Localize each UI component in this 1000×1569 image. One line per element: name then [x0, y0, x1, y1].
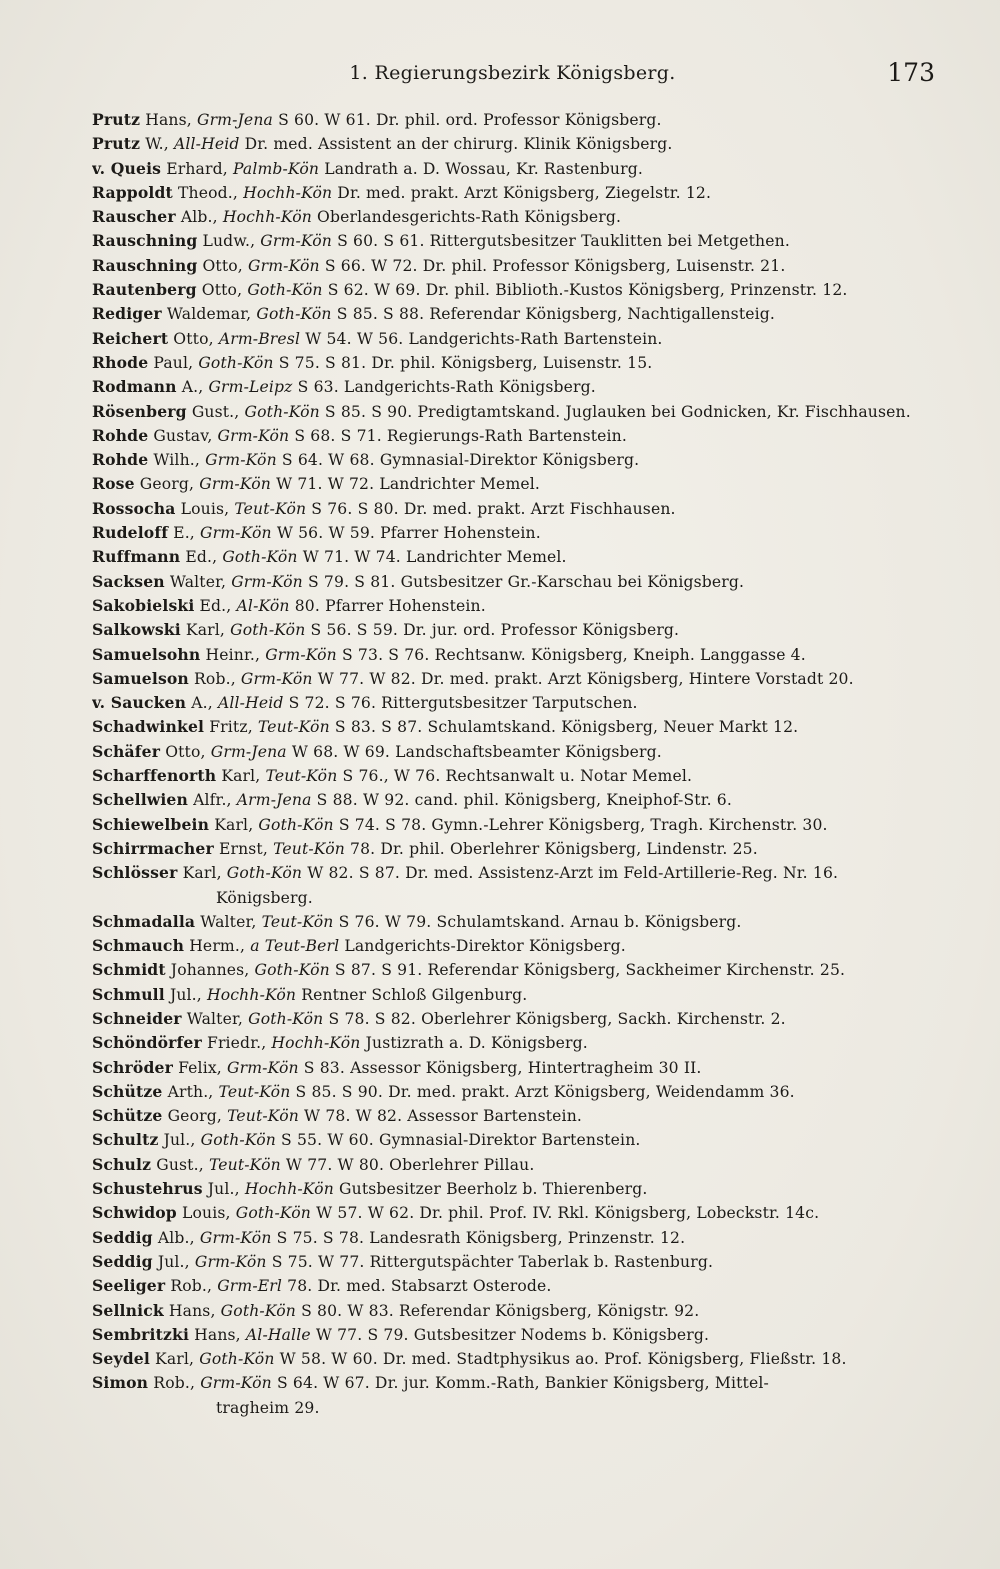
- entry-given-name: Ed.,: [199, 596, 232, 615]
- entry-origin: Grm-Erl: [217, 1277, 283, 1296]
- entry-origin: Teut-Kön: [227, 1107, 299, 1126]
- entry-details: Gutsbesitzer Beerholz b. Thierenberg.: [339, 1180, 648, 1199]
- entry-given-name: Gust.,: [156, 1155, 204, 1174]
- entry-surname: Schlösser: [92, 863, 178, 883]
- register-entry: [92, 764, 942, 788]
- entry-origin: All-Heid: [217, 694, 284, 713]
- register-entry: [92, 108, 942, 132]
- entry-surname: Schäfer: [92, 741, 161, 761]
- entry-details: S 55. W 60. Gymnasial-Direktor Bartenstein.: [281, 1131, 641, 1150]
- entry-given-name: Karl,: [214, 815, 254, 834]
- entry-given-name: Karl,: [185, 621, 225, 640]
- entry-details: 78. Dr. med. Stabsarzt Osterode.: [287, 1277, 552, 1296]
- entry-given-name: Wilh.,: [153, 451, 200, 470]
- entry-origin: Grm-Kön: [240, 669, 313, 688]
- register-entry: [92, 254, 942, 278]
- entry-details: S 76. W 79. Schulamtskand. Arnau b. Königsberg.: [338, 912, 742, 931]
- entry-details: W 77. W 80. Oberlehrer Pillau.: [285, 1155, 535, 1174]
- entry-surname: Schmull: [92, 984, 165, 1004]
- entry-origin: Grm-Kön: [265, 645, 337, 664]
- entry-details: S 83. Assessor Königsberg, Hintertragheim 30 II.: [303, 1058, 702, 1077]
- entry-origin: Teut-Kön: [257, 718, 330, 737]
- entry-details: S 74. S 78. Gymn.-Lehrer Königsberg, Tragh. Kirchenstr. 30.: [338, 815, 828, 834]
- entry-origin: Grm-Leipz: [208, 378, 293, 397]
- entry-given-name: Fritz,: [209, 718, 253, 737]
- entry-surname: v. Queis: [92, 158, 162, 178]
- entry-origin: Grm-Kön: [200, 1374, 272, 1393]
- entry-surname: Reichert: [92, 328, 169, 348]
- entry-details: W 77. W 82. Dr. med. prakt. Arzt Königsberg, Hintere Vorstadt 20.: [317, 669, 854, 688]
- entry-details: W 54. W 56. Landgerichts-Rath Bartenstein.: [305, 329, 663, 348]
- entry-details: W 78. W 82. Assessor Bartenstein.: [304, 1107, 582, 1126]
- entry-origin: Grm-Kön: [205, 451, 277, 470]
- entry-origin: Goth-Kön: [226, 864, 303, 883]
- entry-origin: Teut-Kön: [261, 912, 334, 931]
- entry-origin: Grm-Kön: [248, 256, 320, 275]
- entry-details: W 77. S 79. Gutsbesitzer Nodems b. Königsberg.: [315, 1325, 710, 1344]
- entry-surname: Rauschning: [92, 231, 198, 251]
- register-entry: [92, 327, 942, 351]
- entry-surname: Ruffmann: [92, 547, 181, 567]
- entry-surname: Sacksen: [92, 571, 165, 591]
- entry-origin: Al-Kön: [236, 596, 290, 615]
- entry-given-name: Karl,: [155, 1350, 195, 1369]
- entry-given-name: Walter,: [200, 912, 257, 931]
- entry-given-name: A.,: [181, 378, 204, 397]
- register-entry: [92, 861, 942, 885]
- entry-details: S 60. W 61. Dr. phil. ord. Professor Königsberg.: [278, 111, 662, 129]
- entry-origin: Goth-Kön: [256, 305, 332, 324]
- entry-details: W 82. S 87. Dr. med. Assistenz-Arzt im Feld-Artillerie-Reg. Nr. 16.: [307, 864, 839, 883]
- entry-details: S 66. W 72. Dr. phil. Professor Königsberg, Luisenstr. 21.: [324, 256, 786, 275]
- register-entry: [92, 1371, 942, 1395]
- register-entry: [92, 691, 942, 715]
- register-entry: [92, 1153, 942, 1177]
- register-entry: [92, 1226, 942, 1250]
- register-entry: [92, 1177, 942, 1201]
- entry-origin: Grm-Kön: [231, 572, 303, 591]
- entry-surname: Rauschning: [92, 255, 198, 275]
- entry-given-name: Gustav,: [153, 426, 213, 445]
- entry-given-name: W.,: [145, 135, 169, 154]
- entry-details: 80. Pfarrer Hohenstein.: [294, 596, 486, 615]
- entry-origin: Goth-Kön: [248, 1009, 324, 1028]
- register-entry: [92, 1323, 942, 1347]
- entry-given-name: Erhard,: [166, 159, 228, 178]
- entry-origin: Grm-Jena: [196, 111, 273, 129]
- entry-surname: Schwidop: [92, 1203, 177, 1223]
- entry-given-name: Jul.,: [207, 1180, 240, 1199]
- entry-surname: Seeliger: [92, 1276, 166, 1296]
- register-entry: [92, 497, 942, 521]
- entry-origin: Goth-Kön: [254, 961, 330, 980]
- register-entry: [92, 594, 942, 618]
- entry-surname: Seddig: [92, 1251, 153, 1271]
- entry-details: S 64. W 67. Dr. jur. Komm.-Rath, Bankier Königsberg, Mittel-: [276, 1374, 769, 1393]
- register-entry: [92, 910, 942, 934]
- entry-surname: Rudeloff: [92, 523, 169, 543]
- register-entry: [92, 1347, 942, 1371]
- entry-details: S 63. Landgerichts-Rath Königsberg.: [297, 378, 596, 397]
- entry-given-name: Walter,: [186, 1009, 243, 1028]
- entry-origin: Teut-Kön: [273, 839, 345, 858]
- entry-surname: Schustehrus: [92, 1179, 203, 1199]
- entry-given-name: Ed.,: [185, 548, 218, 567]
- entry-surname: Rossocha: [92, 498, 176, 518]
- register-entry: [92, 570, 942, 594]
- entry-origin: Goth-Kön: [200, 1131, 276, 1150]
- entry-details: S 80. W 83. Referendar Königsberg, Königstr. 92.: [301, 1301, 700, 1320]
- entry-surname: Rohde: [92, 425, 149, 445]
- entry-details: S 75. S 78. Landesrath Königsberg, Prinzenstr. 12.: [276, 1228, 686, 1247]
- entry-origin: a Teut-Berl: [250, 937, 340, 956]
- entry-origin: Grm-Kön: [217, 426, 290, 445]
- register-entry: [92, 181, 942, 205]
- entry-origin: Teut-Kön: [265, 767, 338, 786]
- entry-details: Dr. med. Assistent an der chirurg. Klinik Königsberg.: [244, 135, 673, 154]
- register-entry: [92, 472, 942, 496]
- entry-details: W 58. W 60. Dr. med. Stadtphysikus ao. Prof. Königsberg, Fließstr. 18.: [279, 1350, 847, 1369]
- entry-details: W 68. W 69. Landschaftsbeamter Königsberg.: [291, 742, 662, 761]
- entry-surname: Seddig: [92, 1227, 153, 1247]
- entry-given-name: A.,: [191, 694, 213, 713]
- entry-details: S 75. W 77. Rittergutspächter Taberlak b. Rastenburg.: [271, 1252, 714, 1271]
- entry-details: S 78. S 82. Oberlehrer Königsberg, Sackh. Kirchenstr. 2.: [328, 1009, 786, 1028]
- entry-surname: Samuelsohn: [92, 644, 201, 664]
- entry-details: W 71. W 74. Landrichter Memel.: [302, 548, 567, 567]
- entry-surname: Rappoldt: [92, 182, 173, 202]
- register-entry: [92, 424, 942, 448]
- entry-given-name: Gust.,: [191, 402, 240, 421]
- entry-given-name: Herm.,: [189, 937, 246, 956]
- register-entries: [92, 108, 942, 1420]
- entry-given-name: Louis,: [181, 1204, 231, 1223]
- entry-details: S 85. S 88. Referendar Königsberg, Nachtigallensteig.: [336, 305, 775, 324]
- entry-details: S 64. W 68. Gymnasial-Direktor Königsberg.: [281, 451, 640, 470]
- entry-surname: Schütze: [92, 1081, 163, 1101]
- entry-given-name: Waldemar,: [166, 305, 252, 324]
- entry-surname: Scharffenorth: [92, 766, 217, 786]
- entry-given-name: Karl,: [221, 767, 261, 786]
- entry-given-name: Johannes,: [170, 961, 250, 980]
- register-entry: [92, 1104, 942, 1128]
- entry-origin: Grm-Kön: [260, 232, 332, 251]
- page-number: 173: [887, 58, 935, 87]
- entry-origin: Grm-Kön: [199, 475, 271, 494]
- entry-details: S 76. S 80. Dr. med. prakt. Arzt Fischhausen.: [311, 499, 676, 518]
- entry-given-name: Alfr.,: [193, 791, 232, 810]
- entry-details: S 85. S 90. Predigtamtskand. Juglauken bei Godnicken, Kr. Fischhausen.: [324, 402, 911, 421]
- entry-origin: Hochh-Kön: [243, 183, 333, 202]
- register-entry: [92, 448, 942, 472]
- entry-origin: Teut-Kön: [218, 1082, 291, 1101]
- entry-given-name: Heinr.,: [205, 645, 261, 664]
- register-entry: [92, 667, 942, 691]
- entry-surname: Schütze: [92, 1106, 163, 1126]
- register-entry: [92, 351, 942, 375]
- register-entry: [92, 157, 942, 181]
- entry-details: S 75. S 81. Dr. phil. Königsberg, Luisenstr. 15.: [278, 353, 653, 372]
- entry-surname: Sakobielski: [92, 595, 195, 615]
- entry-surname: Seydel: [92, 1349, 150, 1369]
- register-entry: [92, 278, 942, 302]
- register-entry: [92, 521, 942, 545]
- entry-details: Landgerichts-Direktor Königsberg.: [344, 937, 626, 956]
- entry-surname: Schöndörfer: [92, 1033, 202, 1053]
- register-entry: [92, 545, 942, 569]
- entry-given-name: Walter,: [169, 572, 227, 591]
- entry-surname: Rauscher: [92, 207, 176, 227]
- entry-given-name: Hans,: [168, 1301, 216, 1320]
- entry-surname: Rhode: [92, 352, 149, 372]
- entry-surname: Rose: [92, 474, 135, 494]
- register-entry: [92, 837, 942, 861]
- register-entry: [92, 958, 942, 982]
- entry-surname: Sellnick: [92, 1300, 164, 1320]
- entry-surname: Rösenberg: [92, 401, 187, 421]
- entry-origin: Goth-Kön: [244, 402, 320, 421]
- entry-given-name: E.,: [173, 524, 195, 543]
- register-entry: [92, 1299, 942, 1323]
- register-entry: [92, 715, 942, 739]
- entry-details: Landrath a. D. Wossau, Kr. Rastenburg.: [324, 159, 643, 178]
- register-entry: [92, 618, 942, 642]
- entry-surname: Schneider: [92, 1008, 182, 1028]
- entry-given-name: Paul,: [153, 353, 194, 372]
- entry-surname: Schultz: [92, 1130, 159, 1150]
- entry-origin: Hochh-Kön: [207, 985, 297, 1004]
- register-entry: [92, 983, 942, 1007]
- entry-surname: Salkowski: [92, 620, 181, 640]
- register-entry: [92, 788, 942, 812]
- register-entry: [92, 1080, 942, 1104]
- register-entry: [92, 1031, 942, 1055]
- entry-continuation: tragheim 29.: [216, 1398, 320, 1417]
- register-entry: [92, 934, 942, 958]
- entry-surname: Rodmann: [92, 377, 177, 397]
- entry-origin: Hochh-Kön: [222, 208, 312, 227]
- entry-surname: Sembritzki: [92, 1324, 190, 1344]
- entry-details: S 73. S 76. Rechtsanw. Königsberg, Kneiph. Langgasse 4.: [341, 645, 806, 664]
- entry-origin: Goth-Kön: [220, 1301, 296, 1320]
- entry-surname: Samuelson: [92, 668, 189, 688]
- entry-given-name: Theod.,: [177, 183, 238, 202]
- entry-details: S 76., W 76. Rechtsanwalt u. Notar Memel.: [342, 767, 693, 786]
- register-entry: [92, 1007, 942, 1031]
- entry-given-name: Ernst,: [218, 839, 268, 858]
- entry-given-name: Otto,: [165, 742, 206, 761]
- entry-details: S 87. S 91. Referendar Königsberg, Sackheimer Kirchenstr. 25.: [334, 961, 846, 980]
- register-entry: [92, 740, 942, 764]
- entry-surname: Schellwien: [92, 790, 188, 810]
- register-entry: [92, 132, 942, 156]
- entry-given-name: Karl,: [182, 864, 222, 883]
- entry-origin: Palmb-Kön: [232, 159, 320, 178]
- register-entry: [92, 643, 942, 667]
- entry-origin: Hochh-Kön: [244, 1180, 334, 1199]
- entry-origin: Teut-Kön: [234, 499, 307, 518]
- entry-origin: Hochh-Kön: [271, 1034, 361, 1053]
- entry-given-name: Hans,: [145, 111, 192, 129]
- entry-given-name: Otto,: [202, 256, 243, 275]
- register-entry: [92, 1274, 942, 1298]
- entry-origin: Grm-Kön: [194, 1252, 267, 1271]
- entry-given-name: Louis,: [180, 499, 230, 518]
- entry-given-name: Alb.,: [180, 208, 218, 227]
- entry-surname: v. Saucken: [92, 693, 187, 713]
- entry-details: W 57. W 62. Dr. phil. Prof. IV. Rkl. Königsberg, Lobeckstr. 14c.: [316, 1204, 820, 1223]
- entry-continuation: Königsberg.: [216, 888, 313, 907]
- entry-surname: Rediger: [92, 304, 162, 324]
- entry-surname: Schmidt: [92, 960, 166, 980]
- entry-origin: Goth-Kön: [199, 1350, 275, 1369]
- entry-origin: Grm-Kön: [200, 524, 272, 543]
- entry-given-name: Jul.,: [157, 1252, 190, 1271]
- entry-given-name: Jul.,: [169, 985, 202, 1004]
- entry-origin: Al-Halle: [245, 1325, 311, 1344]
- entry-surname: Schulz: [92, 1154, 152, 1174]
- page-header: [90, 58, 935, 90]
- register-entry: [92, 886, 942, 910]
- entry-origin: Goth-Kön: [235, 1204, 312, 1223]
- entry-surname: Rohde: [92, 450, 149, 470]
- entry-given-name: Felix,: [178, 1058, 222, 1077]
- entry-origin: Goth-Kön: [198, 353, 274, 372]
- entry-given-name: Arth.,: [167, 1082, 214, 1101]
- register-entry: [92, 1056, 942, 1080]
- entry-details: W 71. W 72. Landrichter Memel.: [276, 475, 540, 494]
- entry-surname: Simon: [92, 1373, 149, 1393]
- entry-given-name: Ludw.,: [202, 232, 256, 251]
- entry-details: Dr. med. prakt. Arzt Königsberg, Ziegelstr. 12.: [337, 183, 712, 202]
- entry-details: S 85. S 90. Dr. med. prakt. Arzt Königsberg, Weidendamm 36.: [295, 1082, 795, 1101]
- register-entry: [92, 229, 942, 253]
- entry-given-name: Rob.,: [170, 1277, 213, 1296]
- entry-given-name: Jul.,: [163, 1131, 196, 1150]
- entry-origin: Arm-Bresl: [218, 329, 301, 348]
- entry-origin: Teut-Kön: [208, 1155, 281, 1174]
- entry-given-name: Friedr.,: [206, 1034, 267, 1053]
- entry-surname: Schadwinkel: [92, 717, 205, 737]
- entry-surname: Schirrmacher: [92, 838, 214, 858]
- entry-origin: Goth-Kön: [247, 281, 323, 300]
- entry-origin: All-Heid: [173, 135, 240, 154]
- entry-origin: Grm-Jena: [210, 742, 287, 761]
- entry-surname: Schmauch: [92, 936, 185, 956]
- register-entry: [92, 1396, 942, 1420]
- register-entry: [92, 1201, 942, 1225]
- register-entry: [92, 205, 942, 229]
- entry-given-name: Rob.,: [194, 669, 236, 688]
- entry-details: S 83. S 87. Schulamtskand. Königsberg, Neuer Markt 12.: [334, 718, 799, 737]
- entry-details: W 56. W 59. Pfarrer Hohenstein.: [276, 524, 541, 543]
- entry-details: Rentner Schloß Gilgenburg.: [301, 985, 528, 1004]
- register-entry: [92, 1250, 942, 1274]
- entry-origin: Grm-Kön: [227, 1058, 299, 1077]
- entry-surname: Schmadalla: [92, 911, 196, 931]
- entry-details: Oberlandesgerichts-Rath Königsberg.: [317, 208, 622, 227]
- entry-given-name: Hans,: [194, 1325, 241, 1344]
- entry-details: S 79. S 81. Gutsbesitzer Gr.-Karschau bei Königsberg.: [307, 572, 745, 591]
- entry-given-name: Georg,: [167, 1107, 222, 1126]
- register-entry: [92, 375, 942, 399]
- entry-surname: Schröder: [92, 1057, 173, 1077]
- entry-surname: Prutz: [92, 134, 141, 154]
- entry-details: Justizrath a. D. Königsberg.: [365, 1034, 588, 1053]
- entry-given-name: Georg,: [139, 475, 195, 494]
- entry-details: S 68. S 71. Regierungs-Rath Bartenstein.: [294, 426, 627, 445]
- entry-origin: Goth-Kön: [230, 621, 306, 640]
- register-entry: [92, 302, 942, 326]
- entry-surname: Schiewelbein: [92, 814, 210, 834]
- entry-surname: Rautenberg: [92, 280, 197, 300]
- entry-origin: Grm-Kön: [199, 1228, 272, 1247]
- entry-details: S 88. W 92. cand. phil. Königsberg, Kneiphof-Str. 6.: [316, 791, 732, 810]
- register-entry: [92, 400, 942, 424]
- register-entry: [92, 813, 942, 837]
- entry-origin: Arm-Jena: [236, 791, 312, 810]
- entry-surname: Prutz: [92, 110, 141, 129]
- entry-details: S 56. S 59. Dr. jur. ord. Professor Königsberg.: [310, 621, 680, 640]
- entry-given-name: Otto,: [173, 329, 214, 348]
- register-entry: [92, 1128, 942, 1152]
- entry-given-name: Alb.,: [157, 1228, 195, 1247]
- entry-origin: Goth-Kön: [258, 815, 334, 834]
- entry-given-name: Rob.,: [153, 1374, 196, 1393]
- entry-details: 78. Dr. phil. Oberlehrer Königsberg, Lindenstr. 25.: [350, 839, 758, 858]
- entry-details: S 72. S 76. Rittergutsbesitzer Tarputschen.: [288, 694, 638, 713]
- entry-origin: Goth-Kön: [222, 548, 298, 567]
- entry-details: S 62. W 69. Dr. phil. Biblioth.-Kustos Königsberg, Prinzenstr. 12.: [327, 281, 848, 300]
- running-head: 1. Regierungsbezirk Königsberg.: [349, 62, 676, 84]
- entry-given-name: Otto,: [201, 281, 243, 300]
- entry-details: S 60. S 61. Rittergutsbesitzer Tauklitten bei Metgethen.: [337, 232, 790, 251]
